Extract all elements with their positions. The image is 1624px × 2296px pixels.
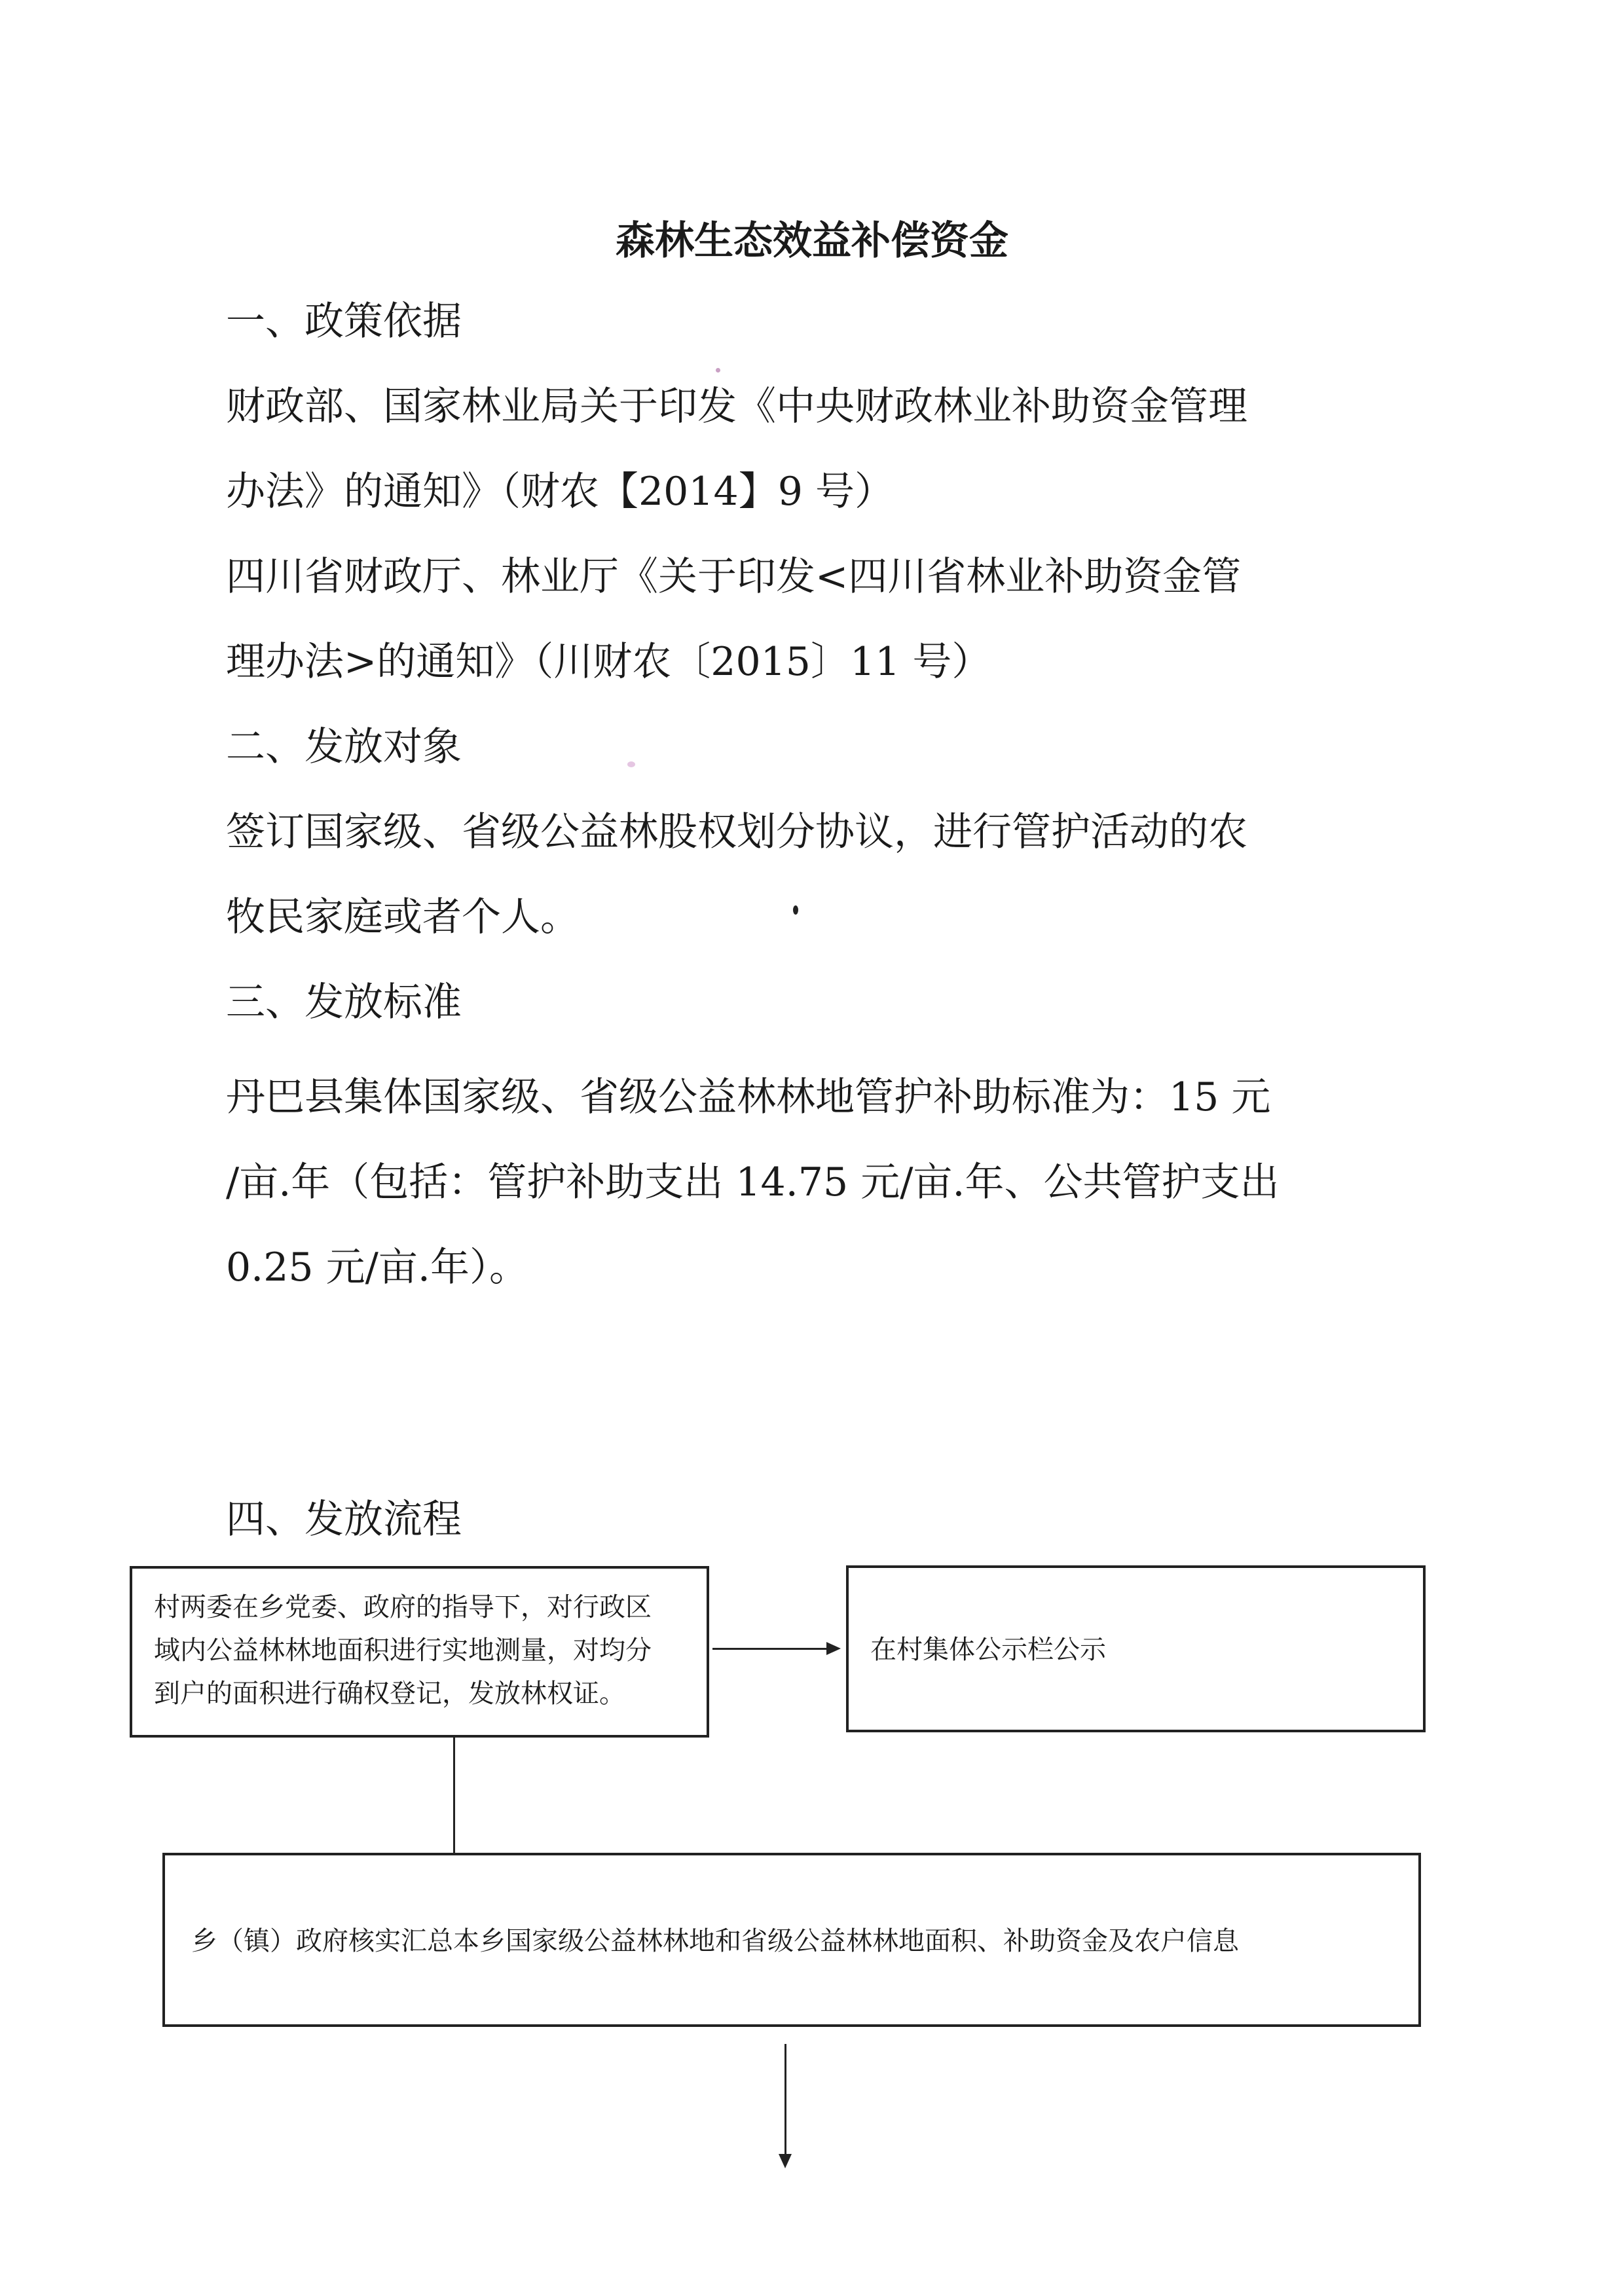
standard-line-2: /亩.年（包括：管护补助支出 14.75 元/亩.年、公共管护支出: [226, 1159, 1280, 1205]
arrow-right-icon: [826, 1642, 841, 1655]
standard-heading: 三、发放标准: [226, 979, 462, 1025]
policy-line-1: 财政部、国家林业局关于印发《中央财政林业补助资金管理: [226, 384, 1247, 429]
flow-box-verify-text: 乡（镇）政府核实汇总本乡国家级公益林林地和省级公益林林地面积、补助资金及农户信息: [191, 1926, 1239, 1956]
policy-line-4: 理办法>的通知》（川财农〔2015〕11 号）: [226, 639, 991, 685]
scan-speck: [793, 905, 798, 915]
flow-connector-right: [712, 1648, 828, 1650]
document-title: 森林生态效益补偿资金: [616, 218, 1008, 264]
standard-line-1: 丹巴县集体国家级、省级公益林林地管护补助标准为：15 元: [226, 1074, 1271, 1120]
process-heading: 四、发放流程: [226, 1497, 462, 1542]
arrow-down-icon: [779, 2154, 792, 2168]
scan-speck: [627, 761, 635, 767]
standard-line-3: 0.25 元/亩.年）。: [226, 1245, 528, 1290]
flow-connector-down: [453, 1738, 455, 1853]
flow-connector-down-2: [784, 2044, 786, 2155]
flow-box-survey-line-1: 村两委在乡党委、政府的指导下，对行政区: [154, 1592, 652, 1622]
scan-speck: [716, 368, 720, 373]
policy-heading: 一、政策依据: [226, 299, 462, 344]
policy-line-2: 办法》的通知》（财农【2014】9 号）: [226, 469, 894, 515]
target-line-1: 签订国家级、省级公益林股权划分协议，进行管护活动的农: [226, 809, 1247, 855]
flow-box-verify: [162, 1853, 1421, 2027]
flow-box-survey-line-2: 域内公益林林地面积进行实地测量，对均分: [154, 1635, 652, 1666]
target-line-2: 牧民家庭或者个人。: [226, 894, 580, 940]
flow-box-survey: [130, 1566, 709, 1738]
flow-box-publicize-text: 在村集体公示栏公示: [870, 1635, 1106, 1665]
target-heading: 二、发放对象: [226, 724, 462, 770]
flow-box-publicize: [846, 1565, 1426, 1732]
policy-line-3: 四川省财政厅、林业厅《关于印发<四川省林业补助资金管: [226, 554, 1242, 600]
flow-box-survey-line-3: 到户的面积进行确权登记，发放林权证。: [154, 1679, 625, 1709]
